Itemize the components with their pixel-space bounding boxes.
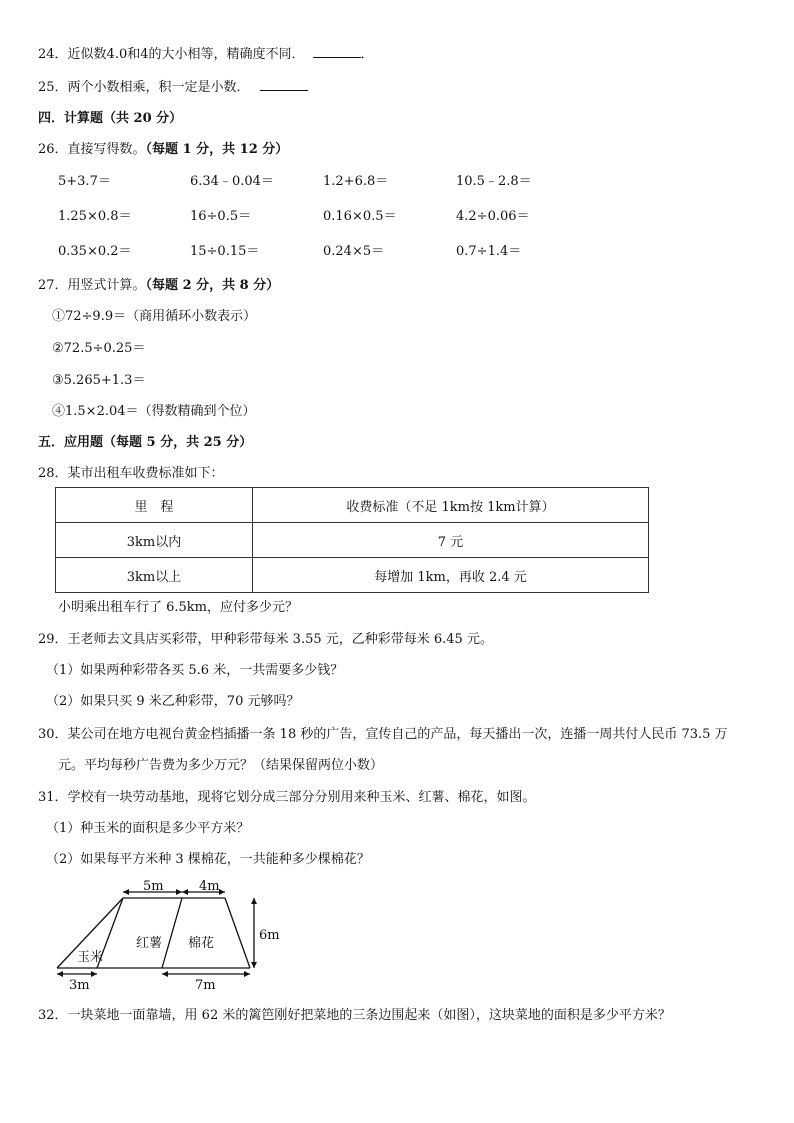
arrow-icon — [57, 971, 63, 977]
question-32: 32．一块菜地一面靠墙，用 62 米的篱笆刚好把菜地的三条边围起来（如图），这块菜地的面积是多少平方米？ — [38, 1008, 671, 1023]
dim-top-left-label: 5m — [143, 879, 164, 894]
figure-cotton-divider — [162, 898, 182, 968]
calc-item: 1.25×0.8＝ — [58, 209, 132, 224]
question-29-sub: （1）如果两种彩带各买 5.6 米，一共需要多少钱？ — [46, 663, 344, 678]
question-30-line2: 元。平均每秒广告费为多少万元？（结果保留两位小数） — [58, 758, 384, 773]
calc-item: 0.7÷1.4＝ — [456, 244, 522, 259]
question-27-item: ③5.265+1.3＝ — [52, 373, 146, 388]
table-cell: 3km以内 — [56, 523, 253, 558]
question-28-title: 28．某市出租车收费标准如下： — [38, 466, 224, 481]
table-header-cell: 里 程 — [56, 488, 253, 523]
arrow-icon — [244, 971, 250, 977]
calc-item: 5+3.7＝ — [58, 174, 111, 189]
dim-top-right-label: 4m — [199, 879, 220, 894]
calc-item: 0.16×0.5＝ — [323, 209, 397, 224]
question-28-prompt: 小明乘出租车行了 6.5km，应付多少元？ — [58, 600, 299, 615]
arrow-icon — [182, 889, 188, 895]
question-31-sub: （1）种玉米的面积是多少平方米？ — [46, 821, 250, 836]
question-31-title: 31．学校有一块劳动基地，现将它划分成三部分分别用来种玉米、红薯、棉花，如图。 — [38, 790, 536, 805]
question-26-text: 26．直接写得数。 — [38, 142, 146, 157]
question-25-text: 25．两个小数相乘，积一定是小数． — [38, 80, 250, 95]
dim-height-label: 6m — [259, 928, 280, 943]
corn-label: 玉米 — [77, 950, 104, 965]
arrow-icon — [251, 962, 257, 968]
calc-item: 15÷0.15＝ — [190, 244, 260, 259]
dim-bottom-left-label: 3m — [69, 978, 90, 993]
arrow-icon — [219, 889, 225, 895]
calc-item: 4.2÷0.06＝ — [456, 209, 530, 224]
question-29-title: 29．王老师去文具店买彩带，甲种彩带每米 3.55 元，乙种彩带每米 6.45 元。 — [38, 632, 493, 647]
question-27-item: ④1.5×2.04＝（得数精确到个位） — [52, 404, 256, 419]
cotton-label: 棉花 — [188, 936, 215, 951]
section-4-title: 四．计算题（共 20 分） — [38, 111, 183, 126]
arrow-icon — [162, 971, 168, 977]
question-24-end: ． — [360, 47, 374, 62]
question-27-score: （每题 2 分，共 8 分） — [145, 278, 280, 293]
arrow-icon — [251, 898, 257, 904]
calc-item: 0.24×5＝ — [323, 244, 385, 259]
arrow-icon — [176, 889, 182, 895]
arrow-icon — [123, 889, 129, 895]
table-cell: 7 元 — [253, 523, 649, 558]
question-31-sub: （2）如果每平方米种 3 棵棉花，一共能种多少棵棉花？ — [46, 852, 370, 867]
section-5-title: 五．应用题（每题 5 分，共 25 分） — [38, 435, 253, 450]
figure-right-edge — [225, 898, 250, 968]
question-29-sub: （2）如果只买 9 米乙种彩带，70 元够吗？ — [46, 694, 300, 709]
question-30-line1: 30．某公司在地方电视台黄金档插播一条 18 秒的广告，宣传自己的产品，每天播出一次，连播一周共付人民币 73.5 万 — [38, 727, 728, 742]
table-cell: 3km以上 — [56, 558, 253, 593]
calc-item: 10.5﹣2.8＝ — [456, 174, 532, 189]
question-24-text: 24．近似数4.0和4的大小相等，精确度不同． — [38, 47, 305, 62]
sweet-potato-label: 红薯 — [136, 936, 163, 951]
question-27-item: ②72.5÷0.25＝ — [52, 341, 146, 356]
calc-item: 0.35×0.2＝ — [58, 244, 132, 259]
calc-item: 1.2+6.8＝ — [323, 174, 389, 189]
table-cell: 每增加 1km，再收 2.4 元 — [253, 558, 649, 593]
table-header-cell: 收费标准（不足 1km按 1km计算） — [253, 488, 649, 523]
question-27-item: ①72÷9.9＝（商用循环小数表示） — [52, 309, 257, 324]
arrow-icon — [91, 971, 97, 977]
question-27-text: 27．用竖式计算。 — [38, 278, 146, 293]
dim-bottom-right-label: 7m — [195, 978, 216, 993]
calc-item: 6.34﹣0.04＝ — [190, 174, 274, 189]
question-26-score: （每题 1 分，共 12 分） — [145, 142, 289, 157]
calc-item: 16÷0.5＝ — [190, 209, 252, 224]
